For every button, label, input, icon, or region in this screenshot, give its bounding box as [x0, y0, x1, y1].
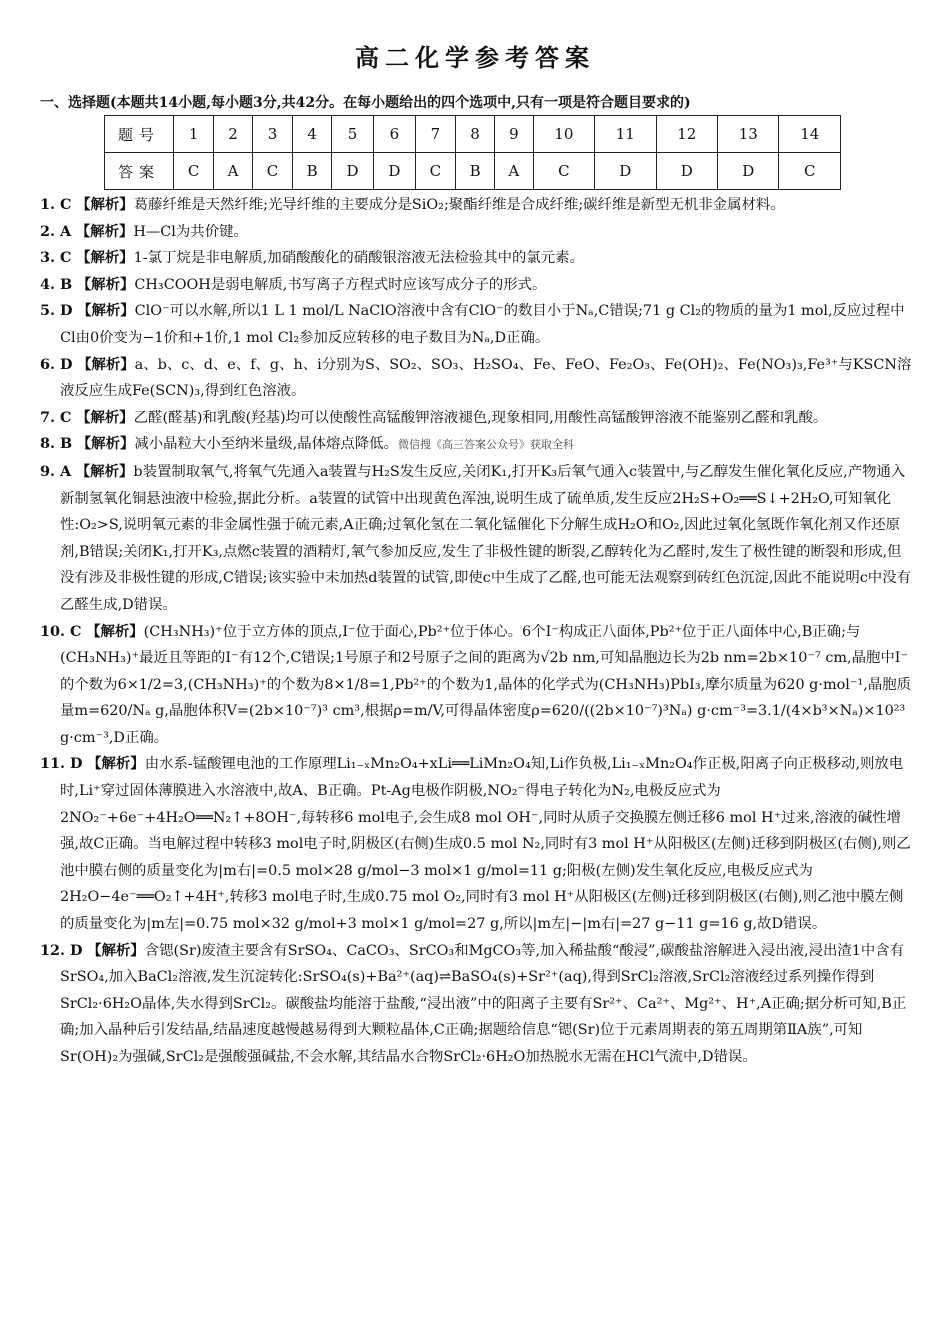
- analysis-tag: 【解析】: [87, 755, 145, 773]
- item-number: 12. D: [40, 941, 83, 959]
- item-text: 减小晶粒大小至纳米量级,晶体熔点降低。: [134, 436, 398, 453]
- answer-cell: B: [293, 153, 332, 190]
- answer-item-9: [40, 459, 914, 619]
- question-number: 5: [332, 116, 374, 153]
- item-number: 5. D: [40, 302, 73, 320]
- answer-cell: C: [252, 153, 292, 190]
- answer-cell: D: [332, 153, 374, 190]
- question-number: 12: [656, 116, 717, 153]
- item-number: 2. A: [40, 222, 72, 240]
- item-text: CH₃COOH是弱电解质,书写离子方程式时应该写成分子的形式。: [134, 276, 547, 293]
- answer-cell: B: [456, 153, 495, 190]
- item-number: 3. C: [40, 249, 72, 267]
- item-text: (CH₃NH₃)⁺位于立方体的顶点,I⁻位于面心,Pb²⁺位于体心。6个I⁻构成正八面体,Pb²⁺位于正八面体中心,B正确;与(CH₃NH₃)⁺最近且等距的I⁻有12个,C错误;1号原子和2号原子之间的距离为√2b nm,可知晶胞边长为2b nm=2b×10⁻⁷ cm,晶胞中I⁻的个数为6×1/2=3,(CH₃NH₃)⁺的个数为8×1/8=1,Pb²⁺的个数为1,晶体的化学式为(CH₃NH₃)PbI₃,摩尔质量为620 g·mol⁻¹,晶胞质量m=620/Nₐ g,晶胞体积V=(2b×10⁻⁷)³ cm³,根据ρ=m/V,可得晶体密度ρ=620/((2b×10⁻⁷)³Nₐ) g·cm⁻³=3.1/(4×b³×Nₐ)×10²³ g·cm⁻³,D正确。: [60, 623, 911, 746]
- question-number: 11: [595, 116, 656, 153]
- answer-cell: C: [779, 153, 841, 190]
- item-number: 11. D: [40, 755, 83, 773]
- analysis-tag: 【解析】: [87, 941, 145, 959]
- analysis-tag: 【解析】: [75, 222, 134, 240]
- answer-row-label: 答案: [105, 153, 174, 190]
- answer-cell: D: [656, 153, 717, 190]
- question-number: 13: [718, 116, 779, 153]
- item-number: 6. D: [40, 355, 73, 373]
- analysis-tag: 【解析】: [76, 275, 135, 293]
- item-text: 乙醛(醛基)和乳酸(羟基)均可以使酸性高锰酸钾溶液褪色,现象相同,用酸性高锰酸钾溶液不能鉴别乙醛和乳酸。: [133, 409, 828, 426]
- item-number: 9. A: [40, 462, 72, 480]
- question-number: 7: [415, 116, 455, 153]
- answer-cell: C: [415, 153, 455, 190]
- item-text: 含锶(Sr)废渣主要含有SrSO₄、CaCO₃、SrCO₃和MgCO₃等,加入稀盐酸“酸浸”,碳酸盐溶解进入浸出液,浸出渣1中含有SrSO₄,加入BaCl₂溶液,发生沉淀转化:SrSO₄(s)+Ba²⁺(aq)⇌BaSO₄(s)+Sr²⁺(aq),得到SrCl₂溶液,SrCl₂溶液经过系列操作得到SrCl₂·6H₂O晶体,失水得到SrCl₂。碳酸盐均能溶于盐酸,“浸出液”中的阳离子主要有Sr²⁺、Ca²⁺、Mg²⁺、H⁺,A正确;据分析可知,B正确;加入晶种后引发结晶,结晶速度越慢越易得到大颗粒晶体,C正确;据题给信息“锶(Sr)位于元素周期表的第五周期第ⅡA族”,可知Sr(OH)₂为强碱,SrCl₂是强酸强碱盐,不会水解,其结晶水合物SrCl₂·6H₂O加热脱水无需在HCl气流中,D错误。: [60, 942, 907, 1065]
- item-number: 8. B: [40, 435, 73, 453]
- answer-cell: A: [214, 153, 253, 190]
- answer-row: [105, 153, 841, 190]
- analysis-tag: 【解析】: [76, 196, 134, 213]
- analysis-tag: 【解析】: [76, 435, 135, 453]
- item-number: 1. C: [40, 196, 72, 213]
- item-number: 4. B: [40, 275, 73, 293]
- analysis-tag: 【解析】: [86, 622, 144, 640]
- answer-table: [104, 115, 841, 190]
- answer-item-10: [40, 619, 914, 752]
- answer-cell: D: [373, 153, 415, 190]
- answer-item-6: [40, 352, 914, 405]
- analysis-tag: 【解析】: [75, 462, 134, 480]
- item-text: H—Cl为共价键。: [133, 223, 248, 240]
- watermark-note: 微信搜《高三答案公众号》获取全科: [397, 438, 574, 452]
- question-number: 14: [779, 116, 841, 153]
- answer-item-5: [40, 298, 914, 351]
- question-number: 9: [495, 116, 534, 153]
- item-text: 由水系-锰酸锂电池的工作原理Li₁₋ₓMn₂O₄+xLi══LiMn₂O₄知,Li作负极,Li₁₋ₓMn₂O₄作正极,阳离子向正极移动,则放电时,Li⁺穿过固体薄膜进入水溶液中,故A、B正确。Pt-Ag电极作阴极,NO₂⁻得电子转化为N₂,电极反应式为2NO₂⁻+6e⁻+4H₂O══N₂↑+8OH⁻,每转移6 mol电子,会生成8 mol OH⁻,同时从质子交换膜左侧迁移6 mol H⁺过来,溶液的碱性增强,故C正确。当电解过程中转移3 mol电子时,阴极区(右侧)生成0.5 mol N₂,同时有3 mol H⁺从阳极区(左侧)迁移到阴极区(右侧),则乙池中膜右侧的质量变化为|m右|=0.5 mol×28 g/mol−3 mol×1 g/mol=11 g;阳极(左侧)发生氧化反应,电极反应式为2H₂O−4e⁻══O₂↑+4H⁺,转移3 mol电子时,生成0.75 mol O₂,同时有3 mol H⁺从阳极区(左侧)迁移到阴极区(右侧),则乙池中膜左侧的质量变化为|m左|=0.75 mol×32 g/mol+3 mol×1 g/mol=27 g,所以|m左|−|m右|=27 g−11 g=16 g,故D错误。: [60, 756, 911, 933]
- section-heading: 一、选择题(本题共14小题,每小题3分,共42分。在每小题给出的四个选项中,只有一项是符合题目要求的): [40, 95, 691, 111]
- answer-cell: D: [595, 153, 656, 190]
- answer-cell: C: [533, 153, 594, 190]
- answer-item-12: [40, 938, 914, 1071]
- analysis-tag: 【解析】: [77, 302, 135, 320]
- analysis-tag: 【解析】: [77, 355, 135, 373]
- page-title: 高二化学参考答案: [355, 43, 595, 72]
- answer-item-8: [40, 431, 914, 459]
- item-text: 1-氯丁烷是非电解质,加硝酸酸化的硝酸银溶液无法检验其中的氯元素。: [133, 250, 584, 267]
- answer-item-2: [40, 219, 914, 246]
- answer-item-11: [40, 751, 914, 937]
- question-number: 4: [293, 116, 332, 153]
- question-row-label: 题号: [105, 116, 174, 153]
- answer-item-7: [40, 405, 914, 432]
- answer-cell: C: [174, 153, 214, 190]
- question-number: 2: [214, 116, 253, 153]
- question-number: 1: [174, 116, 214, 153]
- question-number: 8: [456, 116, 495, 153]
- item-number: 7. C: [40, 408, 72, 426]
- answer-explanations: [40, 192, 914, 1071]
- item-text: b装置制取氧气,将氧气先通入a装置与H₂S发生反应,关闭K₁,打开K₃后氧气通入c装置中,与乙醇发生催化氧化反应,产物通入新制氢氧化铜悬浊液中检验,据此分析。a装置的试管中出现黄色浑浊,说明生成了硫单质,发生反应2H₂S+O₂══S↓+2H₂O,可知氧化性:O₂>S,说明氧元素的非金属性强于硫元素,A正确;过氧化氢在二氧化锰催化下分解生成H₂O和O₂,因此过氧化氢既作氧化剂又作还原剂,B错误;关闭K₁,打开K₃,点燃c装置的酒精灯,氧气参加反应,发生了非极性键的断裂,乙醇转化为乙醛时,发生了极性键的断裂和形成,但没有涉及非极性键的形成,C错误;该实验中未加热d装置的试管,即使c中生成了乙醛,也可能无法观察到砖红色沉淀,因此不能说明c中没有乙醛生成,D错误。: [60, 463, 911, 613]
- answer-item-1: [40, 192, 914, 219]
- question-number: 6: [373, 116, 415, 153]
- item-text: a、b、c、d、e、f、g、h、i分别为S、SO₂、SO₃、H₂SO₄、Fe、FeO、Fe₂O₃、Fe(OH)₂、Fe(NO₃)₃,Fe³⁺与KSCN溶液反应生成Fe(SCN)₃,得到红色溶液。: [60, 356, 912, 400]
- question-number-row: [105, 116, 841, 153]
- answer-cell: A: [495, 153, 534, 190]
- question-number: 3: [252, 116, 292, 153]
- item-text: 葛藤纤维是天然纤维;光导纤维的主要成分是SiO₂;聚酯纤维是合成纤维;碳纤维是新型无机非金属材料。: [133, 197, 785, 213]
- answer-cell: D: [718, 153, 779, 190]
- item-text: ClO⁻可以水解,所以1 L 1 mol/L NaClO溶液中含有ClO⁻的数目小于Nₐ,C错误;71 g Cl₂的物质的量为1 mol,反应过程中Cl由0价变为−1价和+1价,1 mol Cl₂参加反应转移的电子数目为Nₐ,D正确。: [60, 303, 905, 346]
- answer-item-3: [40, 245, 914, 272]
- question-number: 10: [533, 116, 594, 153]
- analysis-tag: 【解析】: [76, 249, 134, 267]
- answer-item-4: [40, 272, 914, 299]
- item-number: 10. C: [40, 622, 82, 640]
- analysis-tag: 【解析】: [76, 408, 134, 426]
